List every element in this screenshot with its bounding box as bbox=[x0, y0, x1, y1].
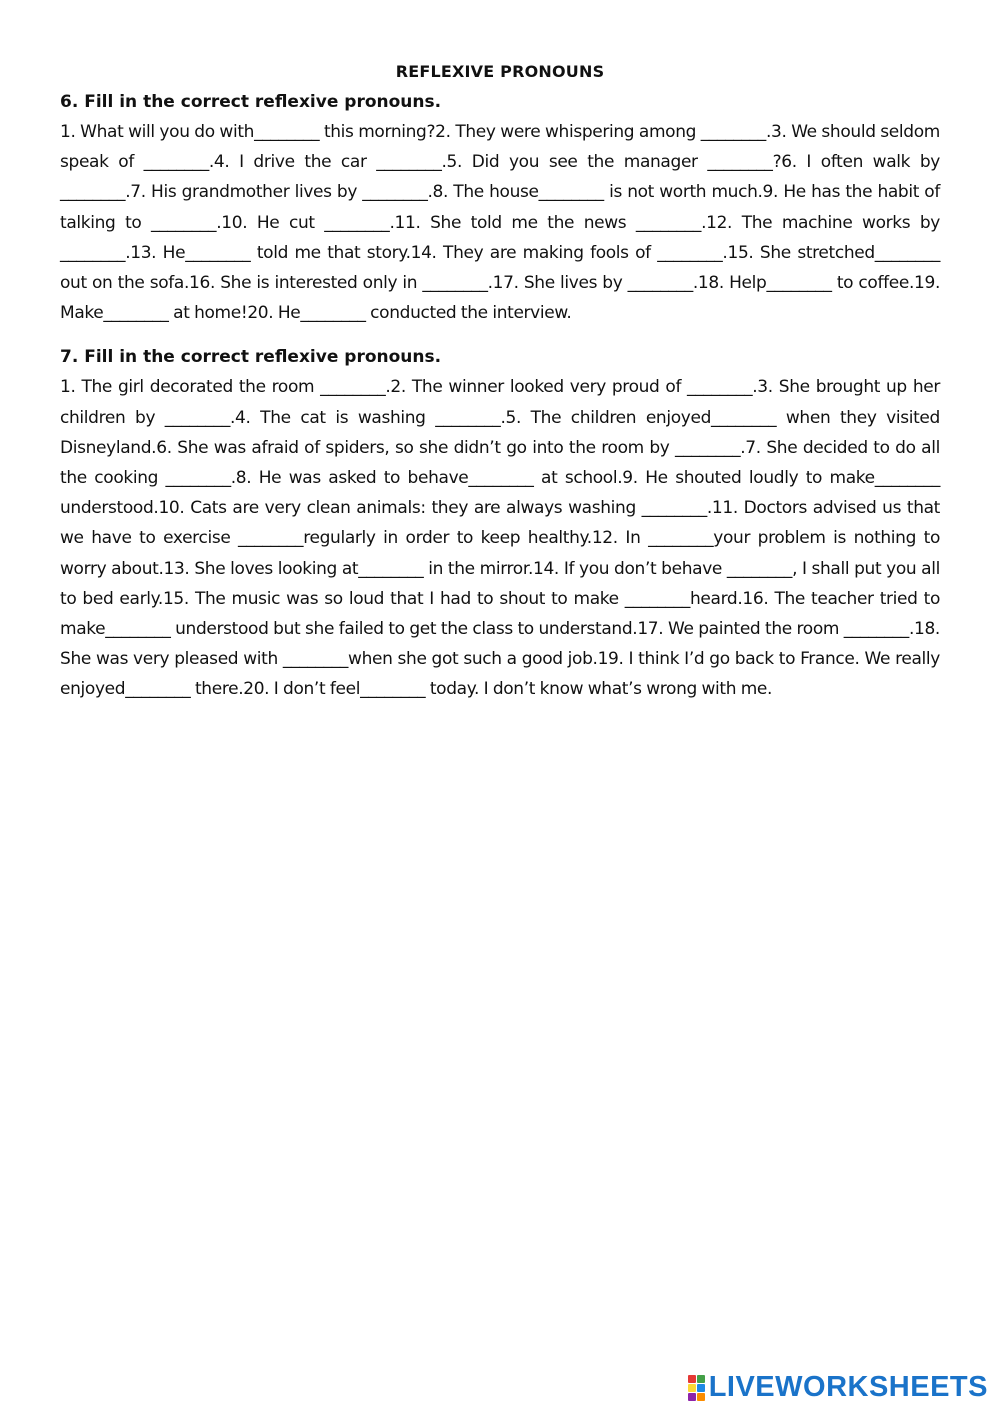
logo-square bbox=[697, 1375, 705, 1383]
logo-square bbox=[697, 1384, 705, 1392]
liveworksheets-logo-icon bbox=[688, 1375, 705, 1401]
exercise-section-7 bbox=[60, 342, 940, 704]
worksheet-title: REFLEXIVE PRONOUNS bbox=[395, 62, 605, 81]
liveworksheets-brand bbox=[688, 1371, 988, 1404]
exercise-text: 1. What will you do with________ this morning?2. They were whispering among ________.3. We should seldom speak of ________.4. I drive the car ________.5. Did you see the manager ________?6. I often walk by ________.7. His grandmother lives by ________.8. The house________ is not worth much.9. He has the habit of talking to ________.10. He cut ________.11. She told me the news ________.12. The machine works by ________.13. He________ told me that story.14. They are making fools of ________.15. She stretched________ out on the sofa.16. She is interested only in ________.17. She lives by ________.18. Help________ to coffee.19. Make________ at home!20. He________ conducted the interview. bbox=[60, 122, 940, 324]
brand-name: LIVEWORKSHEETS bbox=[708, 1371, 988, 1403]
exercise-text: 1. The girl decorated the room ________.2. The winner looked very proud of ________.3. She brought up her children by ________.4. The cat is washing ________.5. The children enjoyed________ when they visited Disneyland.6. She was afraid of spiders, so she didn’t go into the room by ________.7. She decided to do all the cooking ________.8. He was asked to behave________ at school.9. He shouted loudly to make________ understood.10. Cats are very clean animals: they are always washing ________.11. Doctors advised us that we have to exercise ________regularly in order to keep healthy.12. In ________your problem is nothing to worry about.13. She loves looking at________ in the mirror.14. If you don’t behave ________, I shall put you all to bed early.15. The music was so loud that I had to shout to make ________heard.16. The teacher tried to make________ understood but she failed to get the class to understand.17. We painted the room ________.18. She was very pleased with ________when she got such a good job.19. I think I’d go back to France. We really enjoyed________ there.20. I don’t feel________ today. I don’t know what’s wrong with me. bbox=[60, 377, 940, 700]
logo-square bbox=[688, 1375, 696, 1383]
logo-square bbox=[697, 1393, 705, 1401]
logo-square bbox=[688, 1384, 696, 1392]
exercise-section-6 bbox=[60, 87, 940, 328]
exercise-heading: 7. Fill in the correct reflexive pronouns. bbox=[60, 347, 442, 368]
worksheet-page bbox=[60, 62, 940, 705]
logo-square bbox=[688, 1393, 696, 1401]
exercise-heading: 6. Fill in the correct reflexive pronouns. bbox=[60, 92, 442, 112]
